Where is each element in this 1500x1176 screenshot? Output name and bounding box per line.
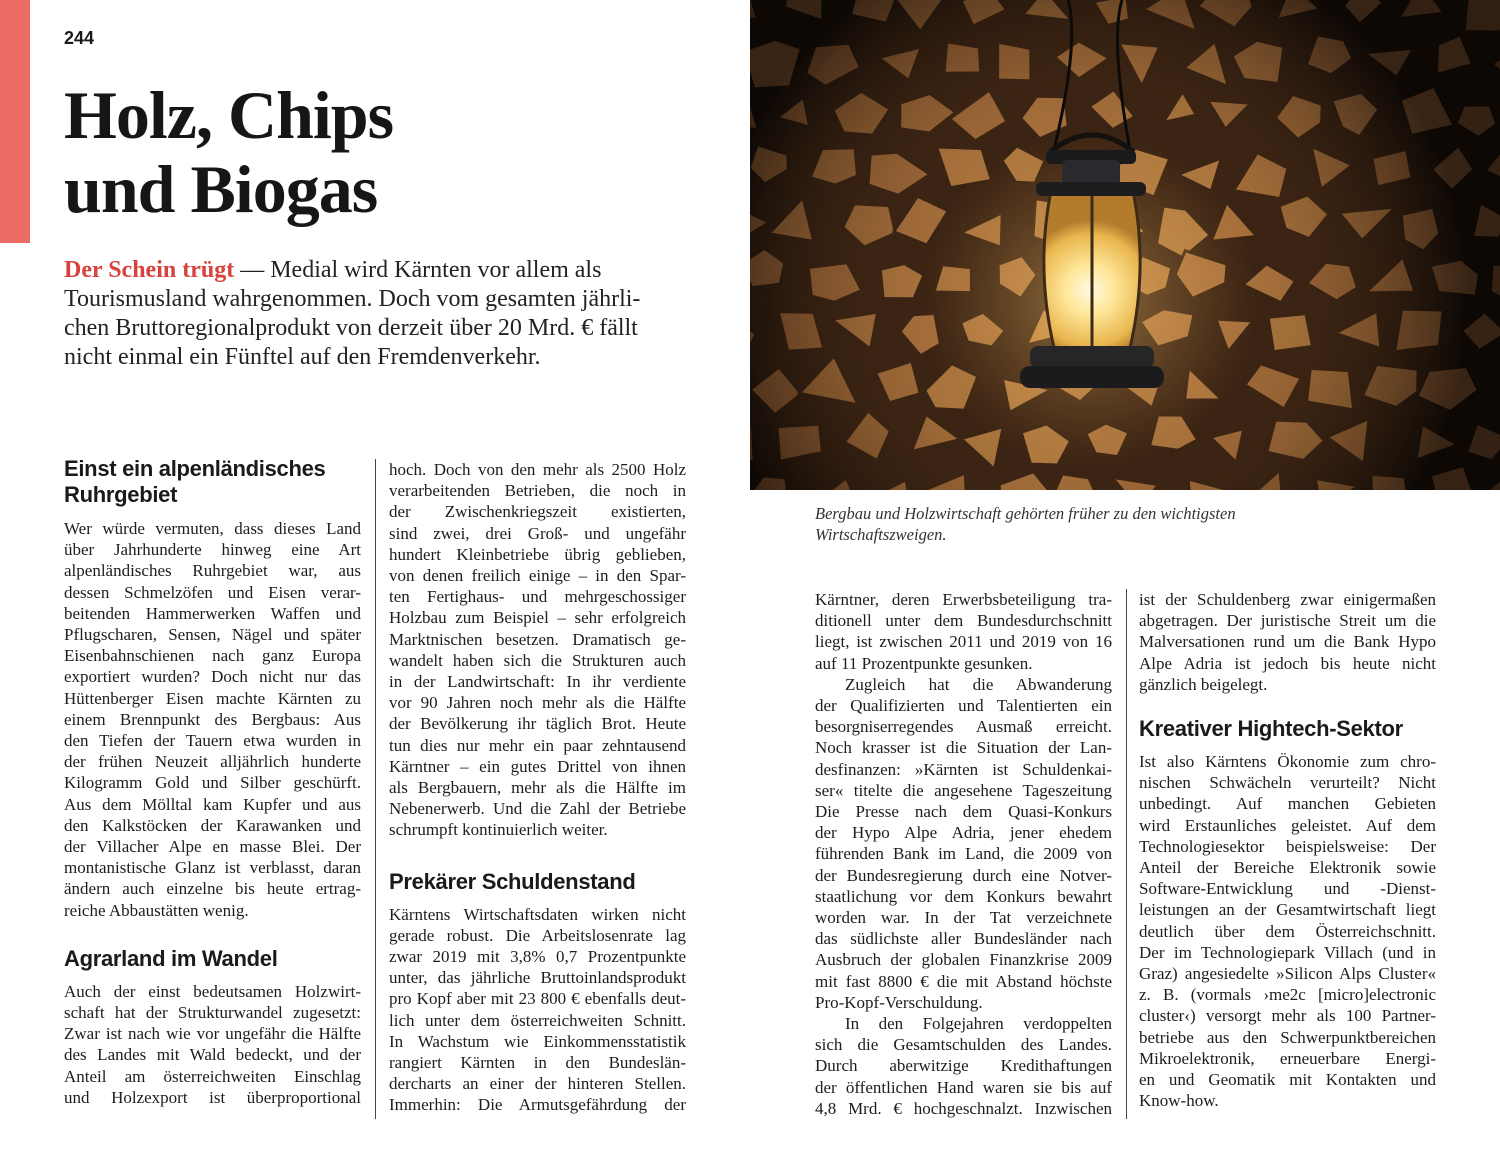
lead-line: nicht einmal ein Fünftel auf den Fremdenverkehr. [64, 344, 541, 370]
text-line: lich unter dem österreichweiten Schnitt. [389, 1010, 686, 1030]
text-line: In den Folgejahren verdoppelten [845, 1014, 1112, 1034]
text-line: Kilogramm Gold und Silber geschürft. [64, 773, 361, 793]
text-line: desfinanzen: »Kärnten ist Schuldenkai- [815, 759, 1112, 779]
text-line: Auch der einst bedeutsamen Holzwirt- [64, 981, 361, 1001]
text-line: en und Geomatik mit Kontakten und [1139, 1070, 1436, 1090]
text-line: Hüttenberger Eisen machte Kärnten zu [64, 688, 361, 708]
page-title [64, 78, 393, 226]
text-line: Ausbruch der globalen Finanzkrise 2009 [815, 950, 1112, 970]
text-line: verarbeitenden Betrieben, die noch in [389, 481, 686, 501]
text-line: unter, das jährliche Bruttoinlandsprodukt [389, 968, 686, 988]
title-line: und Biogas [64, 151, 378, 227]
text-line: der Zwischenkriegszeit existierten, [389, 502, 686, 522]
text-line: montanistische Glanz ist verblasst, daran [64, 858, 361, 878]
text-line: sich die Gesamtschulden des Landes. [815, 1035, 1112, 1055]
text-line: vor 90 Jahren noch mehr als die Hälfte [389, 693, 686, 713]
text-line: hoch. Doch von den mehr als 2500 Holz [389, 460, 686, 479]
text-line: Malversationen rund um die Bank Hypo [1139, 632, 1436, 652]
column-rule [375, 459, 376, 1119]
text-line: 4,8 Mrd. € hochgeschnalzt. Inzwischen [815, 1098, 1112, 1118]
paragraph-holzwirtschaft [389, 459, 686, 841]
text-line: Marktnischen besetzen. Dramatisch ge- [389, 629, 686, 649]
paragraph-schuldenberg [1139, 589, 1436, 695]
text-line: der Hypo Alpe Adria, jener ehedem [815, 823, 1112, 843]
text-line: der öffentlichen Hand waren sie bis auf [815, 1077, 1112, 1097]
text-line: in der Landwirtschaft: In ihr verdiente [389, 672, 686, 692]
text-line: Ist also Kärntens Ökonomie zum chro- [1139, 752, 1436, 772]
text-line: betriebe aus den Schwerpunktbereichen [1139, 1027, 1436, 1047]
page-number: 244 [64, 28, 95, 48]
lead-kicker: Der Schein trügt [64, 257, 235, 283]
text-line: staatlichung vor dem Konkurs bewahrt [815, 886, 1112, 906]
text-column-2 [389, 459, 686, 1116]
text-line: ten Fertighaus- und mehrgeschossiger [389, 587, 686, 607]
text-line: der frühen Neuzeit alljährlich hunderte [64, 752, 361, 772]
accent-bar [0, 0, 30, 243]
text-line: Zugleich hat die Abwanderung [845, 674, 1112, 694]
text-line: beitenden Hammerwerken Waffen und [64, 603, 361, 623]
heading-schuldenstand [389, 869, 686, 895]
text-line: Anteil der Bereiche Elektronik sowie [1139, 858, 1436, 878]
text-line: Kärntens Wirtschaftsdaten wirken nicht [389, 904, 686, 924]
text-column-1 [64, 456, 361, 1108]
text-line: Aus dem Mölltal kam Kupfer und aus [64, 794, 361, 814]
text-line: der Bundesregierung durch eine Notver- [815, 865, 1112, 885]
paragraph-agrarland [64, 981, 361, 1108]
text-line: der Bevölkerung ihr täglich Brot. Heute [389, 714, 686, 734]
text-column-3 [815, 589, 1112, 1119]
text-line: Noch krasser ist die Situation der Lan- [815, 738, 1112, 758]
text-line: In Wachstum wie Einkommensstatistik [389, 1031, 686, 1051]
text-line: wird Erstaunliches geleistet. Auf dem [1139, 815, 1436, 835]
text-line: Holzbau zum Beispiel – sehr erfolgreich [389, 608, 686, 628]
text-line: von denen freilich einige – in den Spar- [389, 566, 686, 586]
paragraph-erwerbsbeteiligung [815, 589, 1112, 674]
text-line: über Jahrhunderte hinweg eine Art [64, 540, 361, 560]
lead-line: Tourismusland wahrgenommen. Doch vom gesamten jährli- [64, 286, 641, 312]
text-line: Die Presse nach dem Quasi-Konkurs [815, 802, 1112, 822]
text-line: Nebenerwerb. Und die Zahl der Betriebe [389, 799, 686, 819]
title-line: Holz, Chips [64, 77, 394, 153]
text-line: schrumpft kontinuierlich weiter. [389, 820, 608, 840]
paragraph-abwanderung [815, 674, 1112, 1013]
photo-caption [815, 503, 1415, 545]
text-line: Pro-Kopf-Verschuldung. [815, 992, 983, 1012]
text-line: auf 11 Prozentpunkte gesunken. [815, 653, 1033, 673]
lead-line: chen Bruttoregionalprodukt von derzeit über 20 Mrd. € fällt [64, 315, 638, 341]
caption-line: Bergbau und Holzwirtschaft gehörten früher zu den wichtigsten [815, 504, 1236, 523]
text-line: tun dies nur mehr ein paar zehntausend [389, 735, 686, 755]
text-line: besorgniserregendes Ausmaß erreicht. [815, 717, 1112, 737]
text-line: Der im Technologiepark Villach (und in [1139, 942, 1436, 962]
text-line: z. B. (vormals ›me2c [micro]electronic [1139, 985, 1436, 1005]
lead-line: — Medial wird Kärnten vor allem als [234, 257, 602, 283]
heading-hightech [1139, 716, 1436, 742]
text-line: Graz) angesiedelte »Silicon Alps Cluster« [1139, 964, 1436, 984]
paragraph-gesamtschulden [815, 1013, 1112, 1119]
text-line: Zwar ist nach wie vor ungefähr die Hälfte [64, 1024, 361, 1044]
text-line: der Qualifizierten und Talentierten ein [815, 696, 1112, 716]
heading-line: Kreativer Hightech-Sektor [1139, 716, 1403, 742]
text-line: den Tiefen der Tauern etwa wurden in [64, 731, 361, 751]
text-line: Kärntner – ein gutes Drittel von ihnen [389, 756, 686, 776]
text-line: Alpe Adria ist jedoch bis heute nicht [1139, 653, 1436, 673]
heading-ruhrgebiet [64, 456, 361, 508]
text-line: Know-how. [1139, 1091, 1219, 1111]
heading-line: Agrarland im Wandel [64, 945, 278, 971]
text-line: abgetragen. Der juristische Streit um die [1139, 611, 1436, 631]
heading-line: Prekärer Schuldenstand [389, 868, 636, 894]
text-line: Mikroelektronik, erneuerbare Energi- [1139, 1048, 1436, 1068]
text-line: das südlichste aller Bundesländer nach [815, 929, 1112, 949]
text-line: alpenländisches Ruhrgebiet war, aus [64, 561, 361, 581]
text-line: führenden Bank im Land, die 2009 von [815, 844, 1112, 864]
text-line: Pflugscharen, Sensen, Nägel und später [64, 625, 361, 645]
text-line: dercharts an einer der hinteren Stellen. [389, 1074, 686, 1094]
text-line: Wer würde vermuten, dass dieses Land [64, 519, 361, 538]
text-line: Durch aberwitzige Kredithaftungen [815, 1056, 1112, 1076]
text-line: nischen Schwächeln verurteilt? Nicht [1139, 773, 1436, 793]
text-line: liegt, ist zwischen 2011 und 2019 von 16 [815, 632, 1112, 652]
text-line: den Kalkstöcken der Karawanken und [64, 815, 361, 835]
text-line: cluster‹) versorgt mehr als 100 Partner- [1139, 1006, 1436, 1026]
text-line: mit fast 8800 € die mit Abstand höchste [815, 971, 1112, 991]
caption-line: Wirtschaftszweigen. [815, 525, 947, 544]
text-line: Eisenbahnschienen nach ganz Europa [64, 646, 361, 666]
text-line: gerade robust. Die Arbeitslosenrate lag [389, 925, 686, 945]
text-line: pro Kopf aber mit 23 800 € ebenfalls deut- [389, 989, 686, 1009]
text-line: Immerhin: Die Armutsgefährdung der [389, 1095, 686, 1115]
text-line: sind zwei, drei Groß- und ungefähr [389, 523, 686, 543]
text-line: zwar 2019 mit 3,8% 0,7 Prozentpunkte [389, 947, 686, 967]
text-line: exportiert wurden? Doch nicht nur das [64, 667, 361, 687]
lantern-photo-image [750, 0, 1500, 490]
text-line: als Bergbauern, mehr als die Hälfte im [389, 778, 686, 798]
text-line: einem Brennpunkt des Bergbaus: Aus [64, 709, 361, 729]
text-line: der Villacher Alpe en masse Blei. Der [64, 837, 361, 857]
text-column-4 [1139, 589, 1436, 1111]
text-line: hundert Kleinbetriebe übrig geblieben, [389, 544, 686, 564]
heading-line: Ruhrgebiet [64, 482, 178, 507]
heading-agrarland [64, 946, 361, 972]
text-line: ditionell unter dem Bundesdurchschnitt [815, 611, 1112, 631]
text-line: dessen Schmelzöfen und Eisen verar- [64, 582, 361, 602]
lantern-photo [750, 0, 1500, 490]
text-line: Technologiesektor beispielsweise: Der [1139, 836, 1436, 856]
text-line: Kärntner, deren Erwerbsbeteiligung tra- [815, 590, 1112, 609]
text-line: und Holzexport ist überproportional [64, 1087, 361, 1107]
column-rule [1126, 589, 1127, 1119]
paragraph-hightech [1139, 751, 1436, 1111]
heading-line: Einst ein alpenländisches [64, 456, 326, 481]
text-line: unbedingt. Auf manchen Gebieten [1139, 794, 1436, 814]
text-line: ändern auch einzelne bis heute ertrag- [64, 879, 361, 899]
text-line: deutlich über dem Österreichschnitt. [1139, 921, 1436, 941]
text-line: des Landes mit Wald bedeckt, und der [64, 1045, 361, 1065]
text-line: rangiert Kärnten in den Bundeslän- [389, 1053, 686, 1073]
paragraph-schuldenstand [389, 904, 686, 1116]
text-line: ist der Schuldenberg zwar einigermaßen [1139, 590, 1436, 609]
text-line: schaft hat der Strukturwandel zugesetzt: [64, 1003, 361, 1023]
text-line: gänzlich beigelegt. [1139, 674, 1268, 694]
paragraph-ruhrgebiet [64, 518, 361, 921]
text-line: wandelt haben sich die Strukturen auch [389, 650, 686, 670]
lead-paragraph [64, 256, 664, 372]
text-line: reiche Abbaustätten wenig. [64, 900, 249, 920]
text-line: Software-Entwicklung und -Dienst- [1139, 879, 1436, 899]
text-line: leistungen an der Gesamtwirtschaft liegt [1139, 900, 1436, 920]
text-line: ser« titelte die angesehene Tageszeitung [815, 780, 1112, 800]
text-line: Anteil am österreichweiten Einschlag [64, 1066, 361, 1086]
text-line: worden war. In der Tat verzeichnete [815, 908, 1112, 928]
